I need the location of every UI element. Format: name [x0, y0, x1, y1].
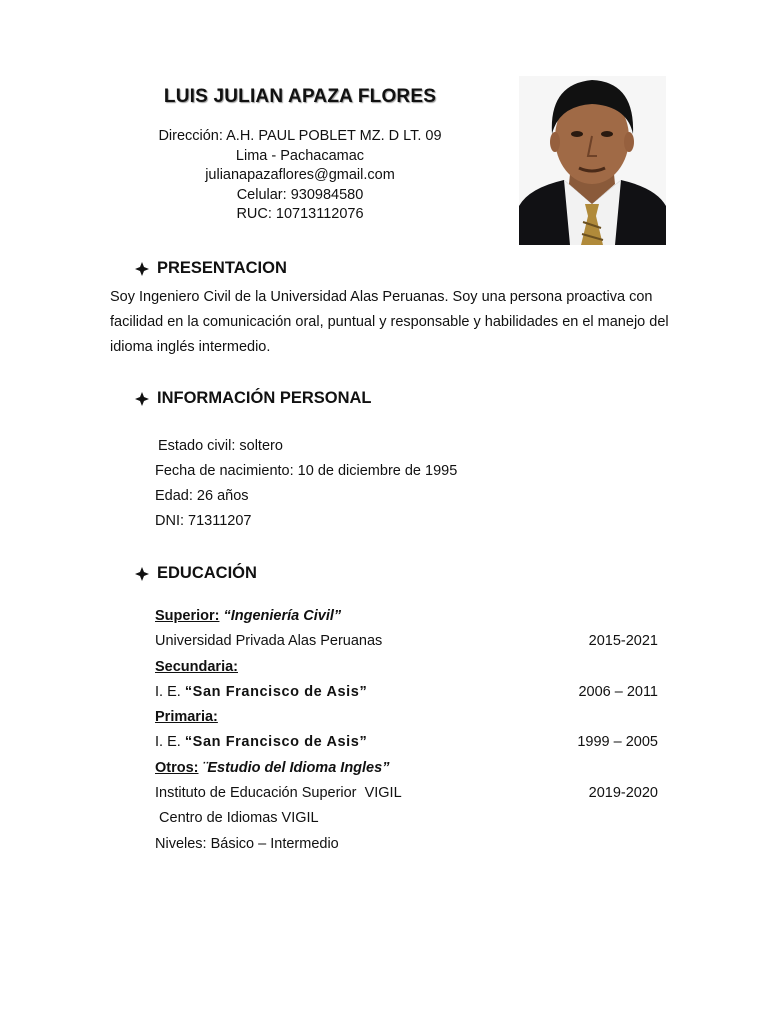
primaria-school: “San Francisco de Asis” — [184, 734, 368, 751]
education-superior-row — [155, 629, 658, 654]
diamond-bullet-icon — [135, 392, 149, 406]
otros-years: 2019-2020 — [588, 785, 658, 802]
education-otros-levels-row — [155, 832, 658, 857]
dni: DNI: 71311207 — [155, 513, 252, 529]
profile-photo — [519, 76, 666, 245]
otros-course: ¨Estudio del Idioma Ingles” — [202, 759, 390, 776]
education-superior-heading — [155, 604, 658, 629]
education-list — [155, 604, 658, 857]
candidate-name: LUIS JULIAN APAZA FLORES — [163, 86, 437, 107]
primaria-years: 1999 – 2005 — [577, 734, 658, 751]
address: Dirección: A.H. PAUL POBLET MZ. D LT. 09 — [158, 128, 442, 144]
section-presentacion-heading — [135, 259, 287, 278]
secundaria-label: Secundaria: — [155, 658, 238, 675]
marital-status: Estado civil: soltero — [158, 438, 283, 454]
city: Lima - Pachacamac — [235, 147, 365, 164]
primaria-prefix: I. E. — [155, 734, 185, 751]
secundaria-prefix: I. E. — [155, 683, 185, 700]
education-primaria-row — [155, 730, 658, 755]
section-title: PRESENTACION — [157, 259, 287, 277]
section-info-personal-heading — [135, 389, 372, 408]
education-secundaria-heading — [155, 655, 658, 680]
superior-degree: “Ingeniería Civil” — [223, 608, 342, 624]
secundaria-years: 2006 – 2011 — [578, 683, 658, 700]
ruc: RUC: 10713112076 — [236, 206, 364, 222]
section-educacion-heading — [135, 564, 257, 583]
education-primaria-heading — [155, 705, 658, 730]
superior-years: 2015-2021 — [588, 633, 658, 650]
otros-levels: Niveles: Básico – Intermedio — [155, 835, 339, 852]
diamond-bullet-icon — [135, 262, 149, 276]
otros-label: Otros: — [155, 759, 199, 776]
education-secundaria-row — [155, 680, 658, 705]
phone: Celular: 930984580 — [236, 186, 364, 203]
otros-center: Centro de Idiomas VIGIL — [155, 810, 319, 827]
personal-info-list — [155, 434, 457, 534]
education-otros-center-row — [155, 806, 658, 831]
birth-date: Fecha de nacimiento: 10 de diciembre de 1995 — [155, 463, 458, 479]
section-title: INFORMACIÓN PERSONAL — [157, 389, 372, 407]
education-otros-heading — [155, 756, 658, 781]
superior-label: Superior: — [155, 608, 220, 624]
presentacion-text: Soy Ingeniero Civil de la Universidad Alas Peruanas. Soy una persona proactiva con facilidad en la comunicación oral, puntual y responsable y habilidades en el manejo del idioma inglés intermedio. — [110, 289, 669, 355]
section-title: EDUCACIÓN — [157, 564, 257, 582]
secundaria-school: “San Francisco de Asis” — [184, 683, 368, 700]
primaria-label: Primaria: — [155, 709, 218, 726]
education-otros-row — [155, 781, 658, 806]
otros-institution: Instituto de Educación Superior VIGIL — [155, 785, 402, 802]
age: Edad: 26 años — [155, 488, 249, 504]
superior-institution: Universidad Privada Alas Peruanas — [155, 633, 383, 650]
email: julianapazaflores@gmail.com — [205, 167, 395, 183]
diamond-bullet-icon — [135, 567, 149, 581]
contact-block — [110, 127, 490, 225]
